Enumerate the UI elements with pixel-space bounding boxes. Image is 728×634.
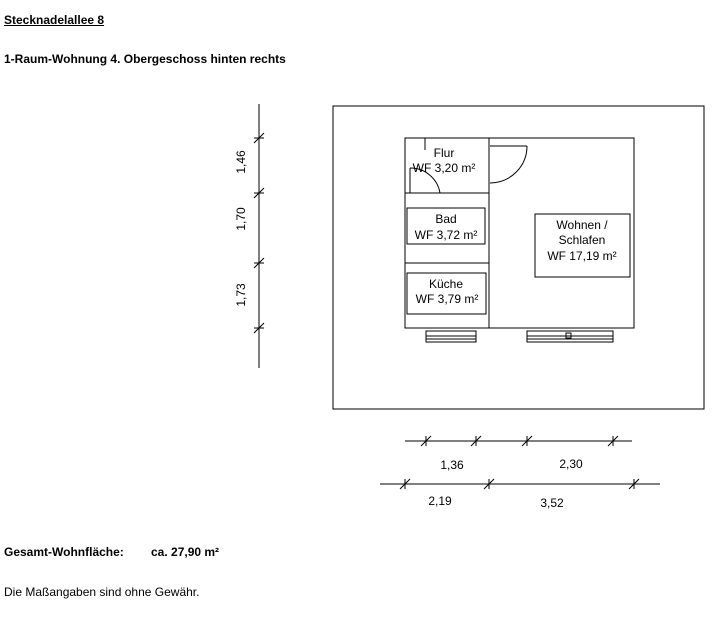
window-kitchen (426, 331, 476, 342)
page-title: Stecknadelallee 8 (4, 13, 105, 27)
room-name-bad: Bad (435, 212, 457, 226)
vertical-dimension-line (254, 104, 264, 368)
room-name-flur: Flur (433, 146, 455, 160)
room-area-flur: WF 3,20 m² (412, 161, 476, 175)
total-area-label: Gesamt-Wohnfläche: (4, 545, 124, 559)
dim-h-top-1: 1,36 (440, 458, 464, 472)
room-name-schlafen: Schlafen (558, 233, 606, 247)
plan-frame (333, 106, 704, 409)
window-living (527, 331, 613, 342)
dim-h-bottom-2: 3,52 (540, 496, 564, 510)
room-area-wohnen: WF 17,19 m² (547, 249, 617, 263)
dim-v-1: 1,46 (234, 150, 248, 174)
dim-h-top-2: 2,30 (559, 457, 583, 471)
dim-h-bottom-1: 2,19 (428, 494, 452, 508)
page-subtitle: 1-Raum-Wohnung 4. Obergeschoss hinten rechts (4, 52, 286, 66)
room-area-kueche: WF 3,79 m² (415, 292, 479, 306)
disclaimer: Die Maßangaben sind ohne Gewähr. (4, 585, 200, 599)
total-area-value: ca. 27,90 m² (151, 545, 220, 559)
room-area-bad: WF 3,72 m² (414, 228, 478, 242)
living-room-door (490, 146, 527, 183)
horizontal-dimension-line-top (405, 436, 632, 446)
dim-v-3: 1,73 (234, 283, 248, 307)
room-name-kueche: Küche (428, 277, 464, 291)
dim-v-2: 1,70 (234, 207, 248, 231)
room-name-wohnen: Wohnen / (556, 218, 608, 232)
horizontal-dimension-line-bottom (380, 479, 660, 489)
